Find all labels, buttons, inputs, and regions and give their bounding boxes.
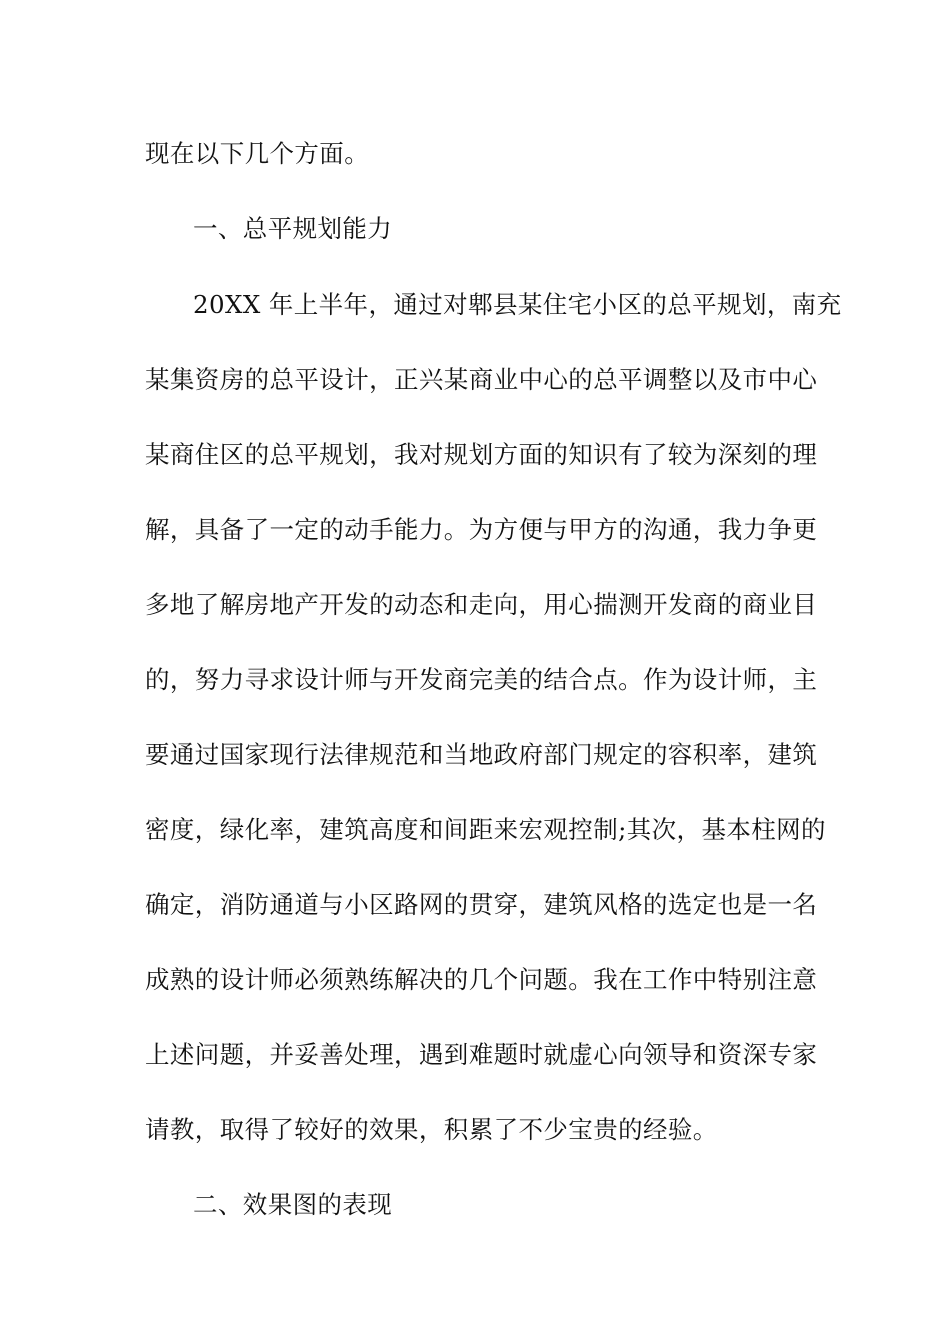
section-heading: 二、效果图的表现	[193, 1190, 393, 1219]
paragraph-line: 解，具备了一定的动手能力。为方便与甲方的沟通，我力争更	[145, 515, 818, 544]
paragraph-line: 的，努力寻求设计师与开发商完美的结合点。作为设计师，主	[145, 665, 818, 694]
paragraph-line: 确定，消防通道与小区路网的贯穿，建筑风格的选定也是一名	[145, 890, 818, 919]
paragraph-line: 要通过国家现行法律规范和当地政府部门规定的容积率，建筑	[145, 740, 818, 769]
paragraph-line: 密度，绿化率，建筑高度和间距来宏观控制;其次，基本柱网的	[145, 815, 826, 844]
paragraph-line: 现在以下几个方面。	[145, 139, 370, 168]
paragraph-line: 某商住区的总平规划，我对规划方面的知识有了较为深刻的理	[145, 440, 818, 469]
paragraph-line: 成熟的设计师必须熟练解决的几个问题。我在工作中特别注意	[145, 965, 818, 994]
paragraph-line: 上述问题，并妥善处理，遇到难题时就虚心向领导和资深专家	[145, 1040, 818, 1069]
section-heading: 一、总平规划能力	[193, 214, 393, 243]
paragraph-line: 某集资房的总平设计，正兴某商业中心的总平调整以及市中心	[145, 365, 818, 394]
paragraph-line: 20XX 年上半年，通过对郫县某住宅小区的总平规划，南充	[193, 290, 842, 319]
paragraph-line: 多地了解房地产开发的动态和走向，用心揣测开发商的商业目	[145, 590, 818, 619]
paragraph-line: 请教，取得了较好的效果，积累了不少宝贵的经验。	[145, 1115, 718, 1144]
